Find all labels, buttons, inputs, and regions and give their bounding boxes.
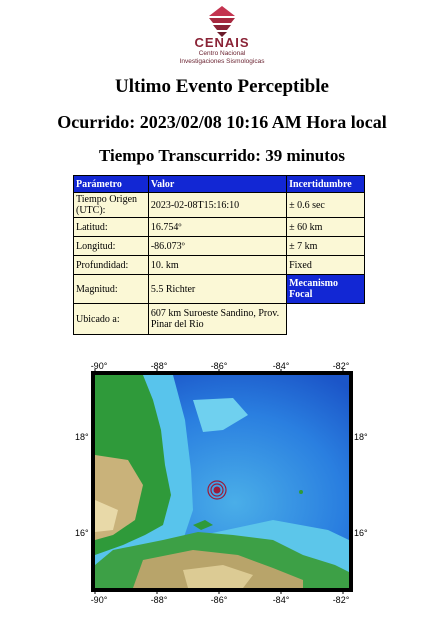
lon-label-bottom: -88° [150, 595, 168, 605]
epicenter-map [73, 360, 369, 605]
row-param: Latitud: [74, 218, 149, 237]
lon-label-bottom: -86° [210, 595, 228, 605]
row-param: Tiempo Origen (UTC): [74, 193, 149, 218]
row-value: -86.073º [148, 237, 286, 256]
row-param: Longitud: [74, 237, 149, 256]
header-parametro: Parámetro [74, 176, 149, 193]
lon-label-top: -90° [90, 361, 108, 371]
lon-label-bottom: -90° [90, 595, 108, 605]
mecanismo-focal-link[interactable]: Mecanismo Focal [287, 275, 365, 304]
table-header-row [74, 176, 365, 193]
lat-label-left: 16° [75, 528, 89, 538]
lat-label-right: 18° [354, 432, 368, 442]
cenais-logo [0, 4, 444, 65]
header-valor: Valor [148, 176, 286, 193]
lon-label-bottom: -82° [332, 595, 350, 605]
lat-label-right: 16° [354, 528, 368, 538]
event-table [73, 175, 365, 335]
table-row [74, 304, 365, 335]
logo-subtitle-line1: Centro Nacional [198, 50, 246, 57]
row-uncertainty [287, 304, 365, 335]
row-value: 16.754º [148, 218, 286, 237]
lat-label-left: 18° [75, 432, 89, 442]
row-param: Ubicado a: [74, 304, 149, 335]
page-title: Ultimo Evento Perceptible [115, 76, 329, 97]
row-param: Magnitud: [74, 275, 149, 304]
header-incertidumbre: Incertidumbre [287, 176, 365, 193]
row-value: 2023-02-08T15:16:10 [148, 193, 286, 218]
row-value: 5.5 Richter [148, 275, 286, 304]
lon-label-top: -88° [150, 361, 168, 371]
elapsed-time: Tiempo Transcurrido: 39 minutos [98, 146, 346, 165]
logo-subtitle-line2: Investigaciones Sismologicas [179, 57, 265, 65]
cenais-emblem-icon [205, 4, 239, 38]
table-row [74, 237, 365, 256]
lon-label-top: -86° [210, 361, 228, 371]
row-uncertainty: ± 7 km [287, 237, 365, 256]
epicenter-marker [208, 481, 226, 499]
lon-label-bottom: -84° [272, 595, 290, 605]
row-uncertainty: ± 0.6 sec [287, 193, 365, 218]
lon-label-top: -84° [272, 361, 290, 371]
row-param: Profundidad: [74, 256, 149, 275]
logo-name: CENAIS [194, 35, 250, 50]
row-uncertainty: Fixed [287, 256, 365, 275]
table-row [74, 193, 365, 218]
table-row [74, 218, 365, 237]
row-value: 607 km Suroeste Sandino, Prov. Pinar del Rio [148, 304, 286, 335]
occurred-time: Ocurrido: 2023/02/08 10:16 AM Hora local [57, 112, 387, 132]
lon-label-top: -82° [332, 361, 350, 371]
table-row [74, 256, 365, 275]
row-uncertainty: ± 60 km [287, 218, 365, 237]
table-row [74, 275, 365, 304]
map-swan-island [299, 490, 303, 494]
row-value: 10. km [148, 256, 286, 275]
